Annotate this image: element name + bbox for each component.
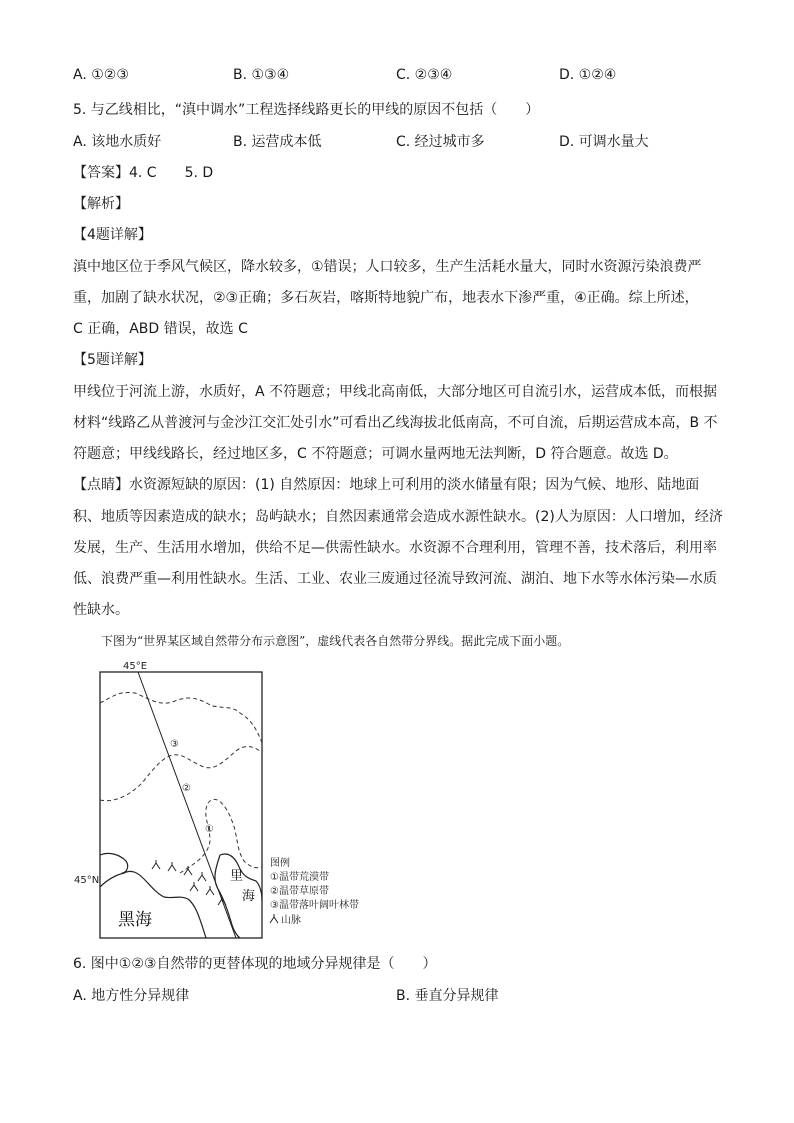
q5-option-d: D. 可调水量大 — [559, 134, 649, 150]
q4-option-d: D. ①②④ — [559, 67, 617, 83]
q5-option-c: C. 经过城市多 — [396, 134, 485, 150]
tip-tag: 【点睛】 — [73, 477, 129, 493]
zone-label-3: ③ — [170, 739, 179, 750]
q5-option-a: A. 该地水质好 — [73, 134, 162, 150]
map-intro: 下图为“世界某区域自然带分布示意图”，虚线代表各自然带分界线。据此完成下面小题。 — [101, 634, 570, 648]
q5-stem: 5. 与乙线相比，“滇中调水”工程选择线路更长的甲线的原因不包括（ ） — [73, 102, 540, 118]
mountain-icon — [190, 882, 198, 891]
mountain-icon — [152, 860, 160, 869]
tip-line: 积、地质等因素造成的缺水；岛屿缺水；自然因素通常会造成水源性缺水。(2)人为原因：人口增加，经济 — [73, 509, 723, 525]
boundary-3 — [100, 692, 262, 743]
caspian-coast-west — [215, 855, 240, 938]
zone-label-1: ① — [205, 824, 214, 835]
tip-line: 低、浪费严重—利用性缺水。生活、工业、农业三废通过径流导致河流、湖泊、地下水等水体污染—水质 — [73, 571, 717, 587]
boundary-2 — [100, 747, 262, 801]
map-legend — [270, 856, 359, 926]
tip-first-line — [73, 474, 699, 494]
legend-item-forest: ③温带落叶阔叶林带 — [270, 900, 359, 911]
legend-mountain-icon — [270, 914, 278, 923]
mountain-icon — [184, 866, 192, 875]
lon-label: 45°E — [123, 661, 148, 672]
map-frame — [100, 672, 262, 938]
answer-text: 4. C 5. D — [129, 165, 214, 181]
tip-line: 性缺水。 — [73, 602, 129, 618]
legend-item-steppe: ②温带草原带 — [270, 886, 329, 897]
mountain-icon — [168, 862, 176, 871]
legend-title: 图例 — [270, 858, 290, 869]
q4-option-a: A. ①②③ — [73, 67, 129, 83]
q4-detail-line: C 正确，ABD 错误，故选 C — [73, 321, 248, 337]
black-sea-label: 黑海 — [118, 910, 152, 930]
answer-tag: 【答案】 — [73, 165, 129, 181]
q4-detail-line: 滇中地区位于季风气候区，降水较多，①错误；人口较多，生产生活耗水量大，同时水资源污染浪费严 — [73, 259, 702, 275]
mountain-icon — [198, 872, 206, 881]
q6-option-b: B. 垂直分异规律 — [396, 988, 499, 1004]
q5-option-b: B. 运营成本低 — [233, 134, 322, 150]
zone-label-2: ② — [182, 783, 191, 794]
q4-detail-line: 重，加剧了缺水状况，②③正确；多石灰岩，喀斯特地貌广布，地表水下渗严重，④正确。综上所述， — [73, 290, 699, 306]
q4-option-b: B. ①③④ — [233, 67, 290, 83]
natural-zone-map — [60, 655, 360, 945]
lat-label: 45°N — [74, 875, 100, 886]
black-sea-coast-north — [100, 853, 128, 873]
q6-option-a: A. 地方性分异规律 — [73, 988, 190, 1004]
analysis-tag: 【解析】 — [73, 196, 129, 212]
tip-line: 水资源短缺的原因：(1) 自然原因：地球上可利用的淡水储量有限；因为气候、地形、陆地面 — [129, 477, 700, 493]
caspian-sea-label-2: 海 — [242, 889, 256, 904]
black-sea-coast — [100, 871, 206, 938]
q5-detail-line: 符题意；甲线线路长，经过地区多，C 不符题意；可调水量两地无法判断，D 符合题意。故选 D。 — [73, 446, 678, 462]
q5-detail-line: 甲线位于河流上游，水质好，A 不符题意；甲线北高南低，大部分地区可自流引水，运营成本低，而根据 — [73, 384, 718, 400]
legend-item-desert: ①温带荒漠带 — [270, 872, 329, 883]
q4-detail-tag: 【4题详解】 — [73, 227, 152, 243]
q4-option-c: C. ②③④ — [396, 67, 453, 83]
mountain-icon — [206, 886, 214, 895]
boundary-1 — [180, 799, 262, 873]
legend-item-mountain: 山脉 — [281, 915, 301, 926]
tip-line: 发展，生产、生活用水增加，供给不足—供需性缺水。水资源不合理利用，管理不善，技术落后，利用率 — [73, 540, 717, 556]
caspian-sea-label-1: 里 — [230, 869, 244, 884]
q5-detail-line: 材料“线路乙从普渡河与金沙江交汇处引水”可看出乙线海拔北低南高，不可自流，后期运营成本高，B 不 — [73, 415, 718, 431]
q6-stem: 6. 图中①②③自然带的更替体现的地域分异规律是（ ） — [73, 956, 437, 972]
q5-detail-tag: 【5题详解】 — [73, 352, 152, 368]
answer-line — [73, 162, 213, 182]
